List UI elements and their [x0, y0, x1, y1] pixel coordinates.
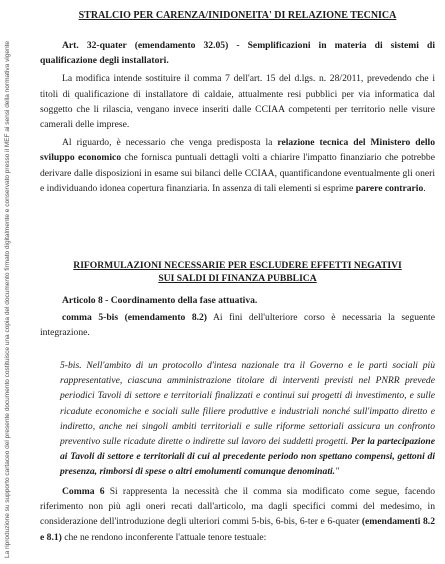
quoted-amendment-text [60, 358, 435, 480]
quote-close: " [335, 466, 340, 478]
emphasis-parere-contrario: parere contrario [355, 182, 424, 194]
section-title-riformulazioni [40, 258, 435, 285]
article-32-quater-heading: Art. 32-quater (emendamento 32.05) - Semplificazioni in materia di sistemi di qualificazione degli installatori. [40, 40, 435, 67]
text-segment: Si rappresenta la necessità che il comma sia modificato come segue, facendo riferimento non più agli oneri recati dall'articolo, ma dagli specifici commi del medesimo, in considerazione dell'introduzione degli ulteriori commi 5-bis, 6-bis, 6-ter e 6-quater [40, 486, 435, 528]
section-title-stralcio: STRALCIO PER CARENZA/INIDONEITA' DI RELAZIONE TECNICA [78, 10, 397, 21]
article-8-heading: Articolo 8 - Coordinamento della fase attuativa. [62, 295, 258, 306]
text-segment: Ai fini dell'ulteriore corso è necessaria la seguente integrazione. [40, 312, 435, 339]
text-segment: Al riguardo, è necessario che venga predisposta la [62, 137, 278, 149]
paragraph-comma-5-bis [40, 310, 435, 340]
comma-6-label: Comma 6 [62, 486, 105, 497]
text-segment: che fornisca puntuali dettagli volti a chiarire l'impatto finanziario che potrebbe derivare dalle disposizioni in esame sui bilanci delle CCIAA, quantificandone eventualmente gli oneri e individuando idonea copertura finanziaria. In assenza di tali elementi si esprime [40, 152, 435, 194]
section-title-line-2: SUI SALDI DI FINANZA PUBBLICA [158, 273, 317, 285]
section-riformulazioni-body [40, 293, 435, 341]
text-segment: . [423, 182, 426, 194]
quote-body: 5-bis. Nell'ambito di un protocollo d'intesa nazionale tra il Governo e le parti sociali più rappresentative, ciascuna amministrazione titolare di interventi previsti nel PNRR prevede periodici Tavoli di settore e territoriali finalizzati e continui sui progetti di investimento, e sulle ricadute economiche e sociali sulle filiere produttive e industriali nonché sull'impatto diretto e indiretto, anche nei singoli ambiti territoriali e sulle riforme settoriali assicura un confronto preventivo sulle ricadute dirette o indirette sul lavoro dei suddetti progetti. [60, 360, 435, 448]
paragraph-modifica: La modifica intende sostituire il comma 7 dell'art. 15 del d.lgs. n. 28/2011, prevedendo che i titoli di qualificazione di installatore di caldaie, attualmente resi pubblici per via informatica dal soggetto che li rilascia, vengano invece inseriti dalle CCIAA competenti per territorio nelle visure camerali delle imprese. [40, 73, 435, 131]
margin-legal-note: La riproduzione su supporto cartaceo del presente documento costituisce una copia del documento firmato digitalmente e conservato presso il MEF ai sensi della normativa vigente [4, 40, 11, 558]
section-comma-6 [40, 484, 435, 545]
comma-5-bis-label: comma 5-bis (emendamento 8.2) [62, 312, 208, 324]
text-segment: che ne rendono inconferente l'attuale tenore testuale: [61, 531, 267, 543]
paragraph-riguardo [40, 135, 435, 196]
quote-emphasis: Per la partecipazione ai Tavoli di settore e territoriali di cui al precedente periodo non spettano compensi, gettoni di presenza, rimborsi di spese o altri emolumenti comunque denominati. [60, 436, 435, 478]
section-title-line-1: RIFORMULAZIONI NECESSARIE PER ESCLUDERE EFFETTI NEGATIVI [73, 260, 402, 271]
emphasis-relazione-tecnica: relazione tecnica del Ministero dello sviluppo economico [40, 137, 435, 164]
paragraph-comma-6 [40, 484, 435, 545]
emendamenti-reference: (emendamenti 8.2 e 8.1) [40, 516, 435, 543]
section-stralcio-body [40, 38, 435, 196]
